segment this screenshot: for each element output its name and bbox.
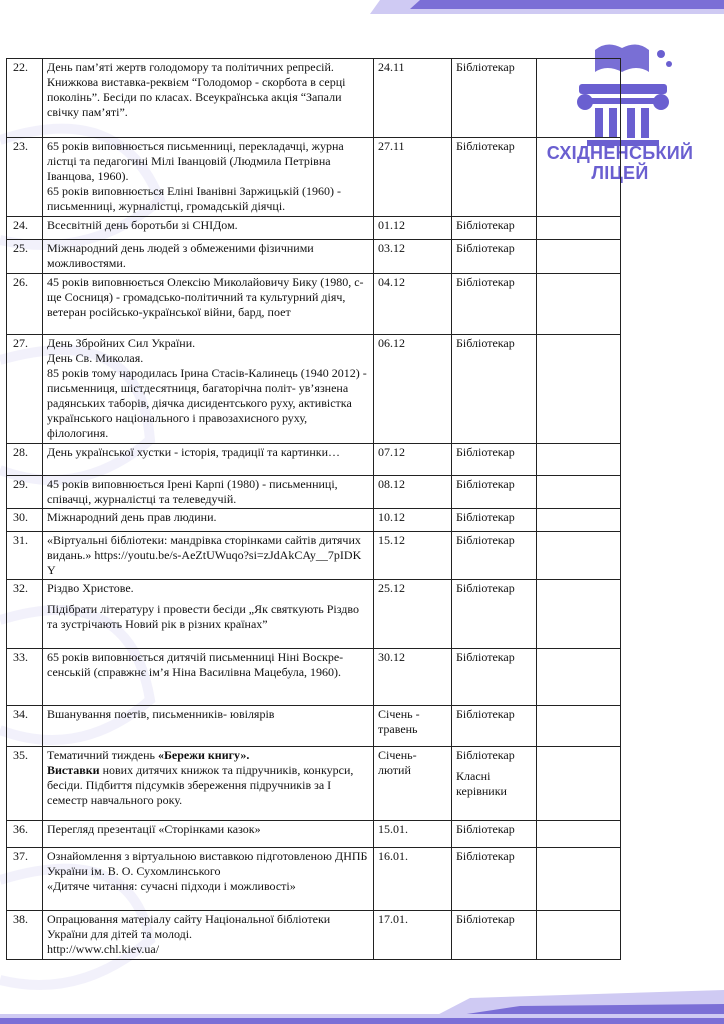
events-table: [6, 58, 621, 960]
event-description: [43, 848, 374, 911]
event-date: 03.12: [374, 240, 452, 274]
empty-cell: [537, 911, 621, 960]
logo-line-2: ЛІЦЕЙ: [591, 163, 649, 183]
event-line: День української хустки - історія, традиції та картинки…: [47, 445, 340, 459]
empty-cell: [537, 580, 621, 649]
table-row: [7, 911, 621, 960]
event-text: нових дитячих книжок та підручників, конкурси, бесіди. Підбиття підсумків збереження підручників за І семестр навчального року.: [47, 763, 354, 807]
event-line: Опрацювання матеріалу сайту Національної бібліотеки України для дітей та молоді.: [47, 912, 331, 941]
event-line: Книжкова виставка-реквієм “Голодомор - скорбота в серці поколінь”. Бесіди по класах. Всеукраїнська акція “Запали свічку пам’яті”.: [47, 75, 346, 119]
event-responsible: Бібліотекар: [452, 509, 537, 532]
event-line: 45 років виповнюється Ірені Карпі (1980) - письменниці, співачці, журналістці та телеведучій.: [47, 477, 338, 506]
table-row: [7, 509, 621, 532]
empty-cell: [537, 138, 621, 217]
table-row: [7, 821, 621, 848]
event-description: [43, 532, 374, 580]
row-number: 34.: [7, 706, 43, 747]
event-line: «Віртуальні бібліотеки: мандрівка сторінками сайтів дитячих видань.» https://youtu.be/s-AeZtUWuqo?si=zJdAkCAy__7pIDKY: [47, 533, 362, 577]
event-text-bold: «Бережи книгу».: [157, 748, 250, 762]
row-number: 23.: [7, 138, 43, 217]
responsible-line: Класні керівники: [456, 769, 507, 798]
table-row: [7, 59, 621, 138]
event-description: [43, 335, 374, 444]
empty-cell: [537, 444, 621, 476]
event-date: 27.11: [374, 138, 452, 217]
empty-cell: [537, 476, 621, 509]
row-number: 32.: [7, 580, 43, 649]
event-date: Січень- лютий: [374, 747, 452, 821]
event-date: 01.12: [374, 217, 452, 240]
event-responsible: Бібліотекар: [452, 59, 537, 138]
table-row: [7, 240, 621, 274]
event-description: [43, 706, 374, 747]
event-description: [43, 59, 374, 138]
table-row: [7, 138, 621, 217]
table-row: [7, 580, 621, 649]
event-responsible: Бібліотекар: [452, 911, 537, 960]
event-responsible: Бібліотекар: [452, 444, 537, 476]
event-responsible: Бібліотекар: [452, 335, 537, 444]
event-line: [47, 748, 369, 763]
event-description: [43, 217, 374, 240]
event-date: 15.01.: [374, 821, 452, 848]
row-number: 22.: [7, 59, 43, 138]
event-description: [43, 138, 374, 217]
table-row: [7, 444, 621, 476]
event-line: Міжнародний день прав людини.: [47, 510, 217, 524]
empty-cell: [537, 848, 621, 911]
event-line: Підібрати літературу і провести бесіди „Як святкують Різдво та зустрічають Новий рік в різних країнах”: [47, 602, 359, 631]
row-number: 25.: [7, 240, 43, 274]
event-line: День пам’яті жертв голодомору та політичних репресій.: [47, 60, 334, 74]
event-date: 24.11: [374, 59, 452, 138]
row-number: 26.: [7, 274, 43, 335]
event-line: Міжнародний день людей з обмеженими фізичними можливостями.: [47, 241, 314, 270]
empty-cell: [537, 509, 621, 532]
empty-cell: [537, 747, 621, 821]
empty-cell: [537, 821, 621, 848]
row-number: 31.: [7, 532, 43, 580]
top-band: [0, 0, 724, 14]
row-number: 36.: [7, 821, 43, 848]
event-line: Всесвітній день боротьби зі СНІДом.: [47, 218, 238, 232]
row-number: 29.: [7, 476, 43, 509]
event-responsible: [452, 747, 537, 821]
table-row: [7, 476, 621, 509]
event-responsible: Бібліотекар: [452, 217, 537, 240]
event-description: [43, 476, 374, 509]
event-date: 04.12: [374, 274, 452, 335]
row-number: 27.: [7, 335, 43, 444]
row-number: 37.: [7, 848, 43, 911]
event-description: [43, 509, 374, 532]
event-date: 25.12: [374, 580, 452, 649]
event-text: Тематичний тиждень: [47, 748, 158, 762]
event-description: [43, 580, 374, 649]
empty-cell: [537, 274, 621, 335]
event-line: День Збройних Сил України.: [47, 336, 196, 350]
event-responsible: Бібліотекар: [452, 532, 537, 580]
logo-line-1: СХІДНЕНСЬКИЙ: [546, 143, 694, 163]
event-date: Січень - травень: [374, 706, 452, 747]
event-responsible: Бібліотекар: [452, 821, 537, 848]
row-number: 28.: [7, 444, 43, 476]
row-number: 35.: [7, 747, 43, 821]
row-number: 33.: [7, 649, 43, 706]
event-line: 85 років тому народилась Ірина Стасів-Калинець (1940 2012) - письменниця, шістдесятниця, багаторічна політ- ув’язнена радянських таборів, діячка дисидентського руху, активістка українського національного і правозахисного руху, філологиня.: [47, 366, 367, 440]
event-date: 06.12: [374, 335, 452, 444]
event-line: 65 років виповнюється дитячій письменниці Ніні Воскре- сенській (справжнє ім’я Ніна Василівна Мацебула, 1960).: [47, 650, 344, 679]
event-responsible: Бібліотекар: [452, 580, 537, 649]
event-text-bold: Виставки: [47, 763, 100, 777]
event-responsible: Бібліотекар: [452, 706, 537, 747]
table-row: [7, 532, 621, 580]
event-date: 16.01.: [374, 848, 452, 911]
event-date: 07.12: [374, 444, 452, 476]
event-line: Ознайомлення з віртуальною виставкою підготовленою ДНПБ України ім. В. О. Сухомлинського: [47, 849, 368, 878]
event-responsible: Бібліотекар: [452, 649, 537, 706]
row-number: 30.: [7, 509, 43, 532]
empty-cell: [537, 706, 621, 747]
event-responsible: Бібліотекар: [452, 138, 537, 217]
event-line: 65 років виповнюється письменниці, перекладачці, журна лістці та педагогині Мілі Іванцовій (Людмила Петрівна Іванцова, 1960).: [47, 139, 344, 183]
event-line: День Св. Миколая.: [47, 351, 144, 365]
event-line: Різдво Христове.: [47, 581, 134, 595]
event-description: [43, 649, 374, 706]
empty-cell: [537, 59, 621, 138]
row-number: 24.: [7, 217, 43, 240]
empty-cell: [537, 240, 621, 274]
event-description: [43, 747, 374, 821]
event-description: [43, 821, 374, 848]
table-row: [7, 274, 621, 335]
empty-cell: [537, 532, 621, 580]
event-line: Перегляд презентації «Сторінками казок»: [47, 822, 261, 836]
table-row: [7, 649, 621, 706]
event-date: 08.12: [374, 476, 452, 509]
event-line: 65 років виповнюється Еліні Іванівні Заржицькій (1960) - письменниці, журналістці, громадській діячці.: [47, 184, 342, 213]
event-line: 45 років виповнюється Олексію Миколайовичу Бику (1980, с-ще Сосниця) - громадсько-політичний та культурний діяч, ветеран російсько-української війни, бард, поет: [47, 275, 364, 319]
empty-cell: [537, 649, 621, 706]
event-date: 10.12: [374, 509, 452, 532]
table-row: [7, 217, 621, 240]
row-number: 38.: [7, 911, 43, 960]
event-description: [43, 274, 374, 335]
event-description: [43, 240, 374, 274]
event-date: 17.01.: [374, 911, 452, 960]
responsible-line: Бібліотекар: [456, 748, 515, 762]
event-description: [43, 444, 374, 476]
event-responsible: Бібліотекар: [452, 240, 537, 274]
event-responsible: Бібліотекар: [452, 848, 537, 911]
empty-cell: [537, 217, 621, 240]
empty-cell: [537, 335, 621, 444]
event-date: 15.12: [374, 532, 452, 580]
event-responsible: Бібліотекар: [452, 274, 537, 335]
event-date: 30.12: [374, 649, 452, 706]
table-row: [7, 706, 621, 747]
event-line: «Дитяче читання: сучасні підходи і можливості»: [47, 879, 296, 893]
bottom-band: [0, 984, 724, 1024]
event-responsible: Бібліотекар: [452, 476, 537, 509]
table-row: [7, 747, 621, 821]
event-description: [43, 911, 374, 960]
event-line: [47, 763, 369, 808]
website-link[interactable]: http://www.chl.kiev.ua/: [47, 942, 160, 956]
event-line: Вшанування поетів, письменників- ювілярів: [47, 707, 275, 721]
table-row: [7, 848, 621, 911]
table-row: [7, 335, 621, 444]
